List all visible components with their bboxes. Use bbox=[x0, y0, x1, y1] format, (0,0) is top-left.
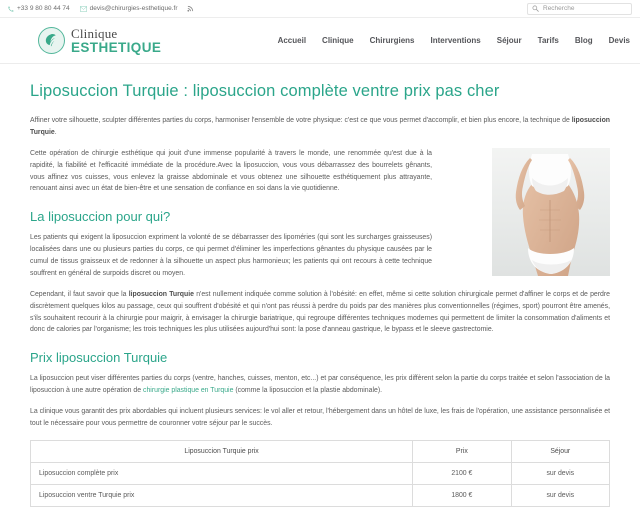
table-header-label: Liposuccion Turquie prix bbox=[31, 440, 413, 462]
top-utility-bar bbox=[0, 0, 640, 18]
nav-item-blog[interactable]: Blog bbox=[574, 36, 593, 45]
phone-info[interactable] bbox=[8, 5, 70, 12]
nav-item-sejour[interactable]: Séjour bbox=[496, 36, 522, 45]
nav-item-accueil[interactable]: Accueil bbox=[277, 36, 307, 45]
intro-keyword: liposuccion Turquie bbox=[30, 117, 610, 136]
intro-paragraph-2: Cette opération de chirurgie esthétique qui jouit d'une immense popularité à travers le monde, une renommée qu'est due à la rapidité, la fiabilité et l'efficacité immédiate de la procédure.Avec la liposuccion, vous vous débarrassez des bourrelets gênants, vous affinez vos cuisses, vous enlevez la graisse abdominale et vous obtenez une silhouette esthétiquement plus attrayante, renouant ainsi avec un état de bien-être et une sensation de confiance en soi dans la vie quotidienne. bbox=[30, 149, 432, 193]
nav-item-interventions[interactable]: Interventions bbox=[430, 36, 481, 45]
search-icon bbox=[532, 5, 539, 12]
row-2-prix: 1800 € bbox=[413, 484, 511, 506]
rss-link[interactable] bbox=[187, 5, 197, 12]
intro-text-c: . bbox=[54, 128, 57, 136]
main-nav bbox=[161, 36, 630, 45]
email-info[interactable] bbox=[80, 5, 178, 12]
row-1-label: Liposuccion complète prix bbox=[31, 462, 413, 484]
page-title: Liposuccion Turquie : liposuccion complète ventre prix pas cher bbox=[30, 82, 500, 100]
search-box[interactable] bbox=[527, 3, 632, 15]
row-2-label: Liposuccion ventre Turquie prix bbox=[31, 484, 413, 506]
phone-icon bbox=[8, 6, 14, 12]
s2p2-keyword: liposuccion Turquie bbox=[128, 290, 194, 298]
s3p1-text-b: (comme la liposuccion et la plastie abdominale). bbox=[233, 387, 383, 395]
s2p2-text-c: n'est nullement indiquée comme solution à l'obésité: en effet, même si cette solution chirurgicale permet d'affiner le corps et de perdre discrètement quelques kilos au passage, ceux qui souffrent d'obésité et qui n'ont pas réussi à perdre du poids par des manières plus conventionnelles (régimes, sport) pourront être amenés, s'ils souhaitent recourir à la chirurgie pour maigrir, à envisager la chirurgie bariatrique, qui regroupe différentes techniques modernes qui permettent de limiter la consommation d'aliments et donc de calories par l'organisme; les trois techniques les plus utilisées aujourd'hui sont: la pose d'anneau gastrique, le bypass et le sleeve gastrectomie. bbox=[30, 290, 610, 334]
section-3-paragraph-1 bbox=[30, 373, 610, 397]
section-3-title: Prix liposuccion Turquie bbox=[30, 350, 168, 366]
email-address: devis@chirurgies-esthetique.fr bbox=[89, 5, 178, 12]
table-row bbox=[31, 462, 610, 484]
phone-number: +33 9 80 80 44 74 bbox=[17, 5, 70, 12]
logo-text bbox=[71, 27, 161, 55]
woman-body-photo bbox=[492, 148, 610, 276]
logo-line-2: ESTHETIQUE bbox=[71, 39, 162, 55]
row-1-sejour: sur devis bbox=[511, 462, 609, 484]
table-header-row bbox=[31, 440, 610, 462]
site-logo[interactable] bbox=[38, 27, 161, 55]
intro-paragraph-1 bbox=[30, 115, 610, 139]
intro-with-figure bbox=[30, 148, 610, 280]
intro-text-column bbox=[30, 148, 432, 280]
site-header bbox=[0, 18, 640, 64]
section-2-title: La liposuccion pour qui? bbox=[30, 209, 171, 225]
nav-item-devis[interactable]: Devis bbox=[608, 36, 630, 45]
leaf-circle-icon bbox=[38, 27, 65, 54]
logo-line-1: Clinique bbox=[71, 25, 118, 41]
table-header-sejour: Séjour bbox=[511, 440, 609, 462]
row-2-sejour: sur devis bbox=[511, 484, 609, 506]
mail-icon bbox=[80, 6, 87, 12]
pricing-table bbox=[30, 440, 610, 507]
rss-icon bbox=[187, 5, 194, 12]
nav-item-chirurgiens[interactable]: Chirurgiens bbox=[369, 36, 415, 45]
section-3-paragraph-2: La clinique vous garantit des prix abordables qui incluent plusieurs services: le vol aller et retour, l'hébergement dans un hôtel de luxe, les frais de l'opération, une assistance personnalisée et tout le nécessaire pour vous permettre de couronner votre séjour par le succès. bbox=[30, 408, 610, 427]
s3p1-text-a: La liposuccion peut viser différentes parties du corps (ventre, hanches, cuisses, menton, etc...) et par conséquence, les prix diffèrent selon la partie du corps traitée et selon l'association de la liposuccion à une autre opération de bbox=[30, 375, 610, 395]
link-chirurgie-plastique-turquie[interactable]: chirurgie plastique en Turquie bbox=[143, 387, 234, 395]
table-row bbox=[31, 484, 610, 506]
row-1-prix: 2100 € bbox=[413, 462, 511, 484]
s2p2-text-a: Cependant, il faut savoir que la bbox=[30, 290, 129, 298]
nav-item-tarifs[interactable]: Tarifs bbox=[537, 36, 559, 45]
intro-text-a: Affiner votre silhouette, sculpter différentes parties du corps, harmoniser l'ensemble de votre physique: c'est ce que vous permet d'accomplir, et bien plus encore, la technique de bbox=[30, 117, 572, 124]
table-header-prix: Prix bbox=[413, 440, 511, 462]
nav-item-clinique[interactable]: Clinique bbox=[322, 36, 354, 45]
search-placeholder[interactable]: Recherche bbox=[543, 5, 575, 12]
pricing-table-body bbox=[31, 462, 610, 506]
pricing-table-head bbox=[31, 440, 610, 462]
section-2-paragraph-2 bbox=[30, 289, 610, 337]
article-content bbox=[0, 64, 640, 507]
section-2-paragraph-1: Les patients qui exigent la liposuccion expriment la volonté de se débarrasser des lipoméries (qui sont les surcharges graisseuses) localisées dans une ou plusieurs parties du corps, ce qui permet d'éliminer les imperfections gênantes du physique causées par le cumul de tissus graisseux et de redonner à la silhouette un aspect plus harmonieux; les patients qui ont recours à cette technique souffrent en général de surpoids discret ou moyen. bbox=[30, 234, 432, 277]
